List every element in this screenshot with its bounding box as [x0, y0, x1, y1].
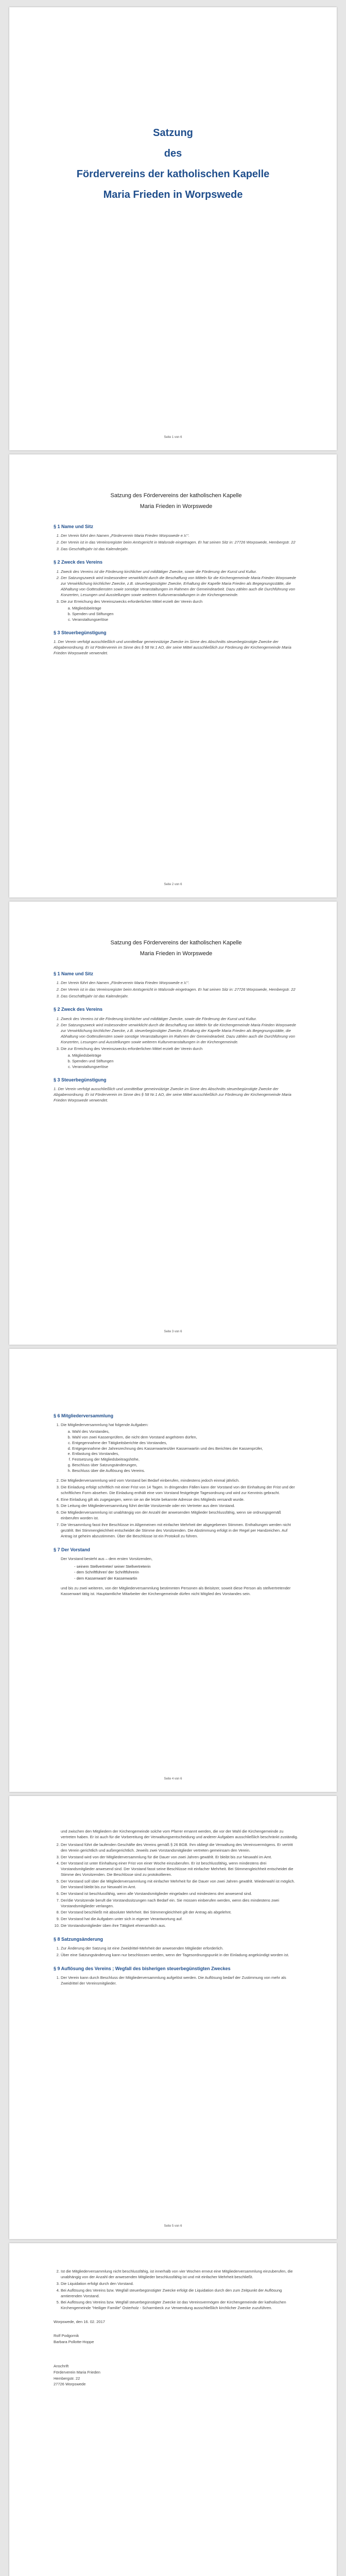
signature-block — [54, 2319, 299, 2345]
section-9-title: § 9 Auflösung des Vereins ; Wegfall des bisherigen steuerbegünstigten Zweckes — [54, 1965, 231, 1971]
list-item: 1. Der Verein führt den Namen „Förderverein Maria Frieden Worpswede e.V.“. — [61, 533, 299, 539]
sublist-item: h. Beschluss über die Auflösung des Vereins. — [72, 1468, 299, 1474]
list-item-text: dem Schriftführer/ der Schriftführerin — [76, 1570, 139, 1575]
place-date: Worpswede, den 16. 02. 2017 — [54, 2319, 105, 2325]
page-header — [54, 938, 299, 959]
list-item: 5. Bei Auflösung des Vereins bzw. Wegfall steuerbegünstigter Zwecke ist das Vereinsvermögen der Kirchengemeinde der katholischen Kirchengemeinde "Heiliger Familie" Osterholz - Scharmbeck zur Verwendung ausschließlich kirchlicher Zwecke zuzuführen. — [61, 2300, 299, 2311]
sublist-item: b. Spenden und Stiftungen — [72, 1059, 299, 1064]
sublist-item: f. Festsetzung der Mitgliedsbeitragshöhe, — [72, 1457, 299, 1463]
section-7-title: § 7 Der Vorstand — [54, 1547, 90, 1552]
list-item-text: Die zur Erreichung des Vereinszwecks erforderlichen Mittel erzielt der Verein durch — [61, 1046, 203, 1051]
board-composition: Der Vorstand besteht aus – dem ersten Vorsitzenden, — [61, 1556, 153, 1561]
continued-text: und zwischen den Mitgliedern der Kirchengemeinde solche vom Pfarrer ernannt werden, die vor der Wahl die Kirchengemeinde zu vertreten haben. Er ist auch für die Vorbereitung der Verwaltungsentscheidung und anderer Aufgaben ausschließlich beschränkt zuständig. — [61, 1829, 298, 1839]
page-footer: Seite 4 von 6 — [164, 1777, 182, 1781]
list-item: 2. Der Verein ist in das Vereinsregister beim Amtsgericht in Walsrode eingetragen. Er hat seinen Sitz in: 27726 Worpswede, Hembergstr. 22 — [61, 540, 299, 546]
sublist-item: b. Wahl von zwei Kassenprüfern, die nicht dem Vorstand angehören dürfen, — [72, 1435, 299, 1440]
page-content — [54, 938, 299, 1106]
page-3 — [9, 902, 337, 1345]
cover-line-1: Satzung — [153, 127, 193, 139]
cover-line-2: des — [164, 148, 182, 159]
board-additional: und bis zu zwei weiteren, von der Mitgliederversammlung bestimmten Personen als Beisitzer, soweit diese Person als stellvertretender Kassenwart tätig ist. Hauptamtliche Mitarbeiter der Kirchengemeinde dürfen nicht Mitglied des Vorstandes sein. — [61, 1586, 291, 1597]
page-2 — [9, 454, 337, 897]
page-header — [54, 490, 299, 512]
address-line-1: Förderverein Maria Frieden — [54, 2369, 100, 2375]
page-footer: Seite 5 von 6 — [164, 2225, 182, 2228]
address-label: Anschrift — [54, 2363, 69, 2368]
list-item-text: dem Kassenwart/ der Kassenwartin — [76, 1576, 137, 1581]
page-footer: Seite 3 von 6 — [164, 1330, 182, 1333]
page-content — [54, 1828, 299, 1988]
list-item: 10. Die Vorstandsmitglieder üben ihre Tätigkeit ehrenamtlich aus. — [61, 1923, 299, 1929]
section-3-title: § 3 Steuerbegünstigung — [54, 1077, 107, 1083]
section-2-title: § 2 Zweck des Vereins — [54, 1007, 103, 1012]
page-content — [54, 490, 299, 658]
list-item: 2. Der Verein ist in das Vereinsregister beim Amtsgericht in Walsrode eingetragen. Er hat seinen Sitz in: 27726 Worpswede, Hembergstr. 22 — [61, 987, 299, 993]
section-2-list — [54, 1016, 299, 1045]
page-content — [54, 2269, 299, 2388]
section-2-list — [54, 569, 299, 598]
section-2-list-cont — [54, 1046, 299, 1070]
section-1-title: § 1 Name und Sitz — [54, 971, 94, 976]
section-7-list — [54, 1842, 299, 1929]
funding-sublist — [61, 606, 299, 623]
address-line-2: Hembergstr. 22 — [54, 2376, 80, 2381]
list-item: 4. Eine Einladung gilt als zugegangen, wenn sie an die letzte bekannte Adresse des Mitglieds versandt wurde. — [61, 1497, 299, 1503]
list-item: 7. Die Versammlung fasst ihre Beschlüsse im Allgemeinen mit einfacher Mehrheit der abgegebenen Stimmen. Enthaltungen werden nicht gezählt. Bei Stimmengleichheit entscheidet die Stimme des Vorsitzenden. Die Abstimmung erfolgt in der Regel per Handzeichen. Auf Antrag ist geheim abzustimmen. Über die Beschlüsse ist ein Protokoll zu führen. — [61, 1522, 299, 1539]
sublist-item: d. Entgegennahme der Jahresrechnung des Kassenwartes/der Kassenwartin und des Berichtes der Kassenprüfer, — [72, 1446, 299, 1452]
board-roles-list — [74, 1564, 299, 1582]
section-2-list-cont — [54, 599, 299, 623]
list-item: 4. Bei Auflösung des Vereins bzw. Wegfall steuerbegünstigter Zwecke erfolgt die Liquidation durch den zum Zeitpunkt der Auflösung amtierenden Vorstand. — [61, 2288, 299, 2299]
cover-line-4: Maria Frieden in Worpswede — [103, 189, 243, 200]
list-item: - seinem Stellvertreter/ seiner Stellvertreterin — [74, 1564, 151, 1569]
signer-2: Barbara Pollotte-Hoppe — [54, 2339, 94, 2344]
section-6-list — [54, 1422, 299, 1539]
list-item: 3. Die Liquidation erfolgt durch den Vorstand. — [61, 2281, 299, 2287]
tasks-sublist — [61, 1429, 299, 1474]
sublist-item: c. Veranstaltungserlöse — [72, 1064, 299, 1070]
section-1-list — [54, 533, 299, 552]
page-footer: Seite 1 von 6 — [164, 436, 182, 439]
sublist-item: a. Mitgliedsbeiträge — [72, 606, 299, 612]
header-line-2: Maria Frieden in Worpswede — [140, 503, 213, 510]
page-6 — [9, 2243, 337, 2576]
page-content — [54, 1405, 299, 1599]
list-item: - dem Kassenwart/ der Kassenwartin — [74, 1576, 137, 1581]
sublist-item: c. Veranstaltungserlöse — [72, 617, 299, 623]
sublist-item: g. Beschluss über Satzungsänderungen, — [72, 1463, 299, 1468]
header-line-1: Satzung des Fördervereins der katholischen Kapelle — [110, 493, 242, 499]
address-block — [54, 2364, 299, 2388]
list-item: 2. Über eine Satzungsänderung kann nur beschlossen werden, wenn der Tagesordnungspunkt in der Einladung angekündigt worden ist. — [61, 1953, 299, 1958]
section-9-list-cont — [54, 2269, 299, 2311]
section-3-text: 1. Der Verein verfolgt ausschließlich und unmittelbar gemeinnützige Zwecke im Sinne des Abschnitts steuerbegünstigte Zwecke der Abgabenordnung. Er ist Förderverein im Sinne des § 58 Nr.1 AO, der seine Mittel ausschließlich zur Förderung der Kirchengemeinde Maria Frieden Worpswede verwendet. — [54, 639, 291, 656]
list-item: 1. Der Verein führt den Namen „Förderverein Maria Frieden Worpswede e.V.“. — [61, 980, 299, 986]
list-item — [61, 599, 299, 623]
list-item: 5. Die Leitung der Mitgliederversammlung führt der/die Vorsitzende oder ein Vertreter aus dem Vorstand. — [61, 1503, 299, 1509]
list-item: 3. Der Vorstand wird von der Mitgliederversammlung für die Dauer von zwei Jahren gewählt. Er bleibt bis zur Neuwahl im Amt. — [61, 1855, 299, 1860]
sublist-item: c. Entgegennahme der Tätigkeitsberichte des Vorstandes, — [72, 1440, 299, 1446]
list-item: 1. Zweck des Vereins ist die Förderung kirchlicher und mildtätiger Zwecke, sowie die Förderung der Kunst und Kultur. — [61, 569, 299, 575]
list-item-text: seinem Stellvertreter/ seiner Stellvertreterin — [76, 1564, 151, 1569]
page-4 — [9, 1349, 337, 1792]
sublist-item: e. Entlastung des Vorstandes, — [72, 1451, 299, 1457]
list-item: 8. Der Vorstand beschließt mit absoluter Mehrheit. Bei Stimmengleichheit gilt der Antrag als abgelehnt. — [61, 1910, 299, 1916]
list-item: 6. Der Vorstand ist beschlussfähig, wenn alle Vorstandsmitglieder eingeladen und mindestens drei anwesend sind. — [61, 1891, 299, 1897]
list-item: 3. Das Geschäftsjahr ist das Kalenderjahr. — [61, 994, 299, 999]
header-line-2: Maria Frieden in Worpswede — [140, 950, 213, 957]
section-8-list — [54, 1946, 299, 1958]
list-item-text: Die Mitgliederversammlung hat folgende Aufgaben: — [61, 1422, 149, 1428]
address-line-3: 27726 Worpswede — [54, 2382, 86, 2387]
list-item: 9. Der Vorstand hat die Aufgaben unter sich in eigener Verantwortung auf. — [61, 1917, 299, 1922]
section-1-list — [54, 980, 299, 999]
section-3-text: 1. Der Verein verfolgt ausschließlich und unmittelbar gemeinnützige Zwecke im Sinne des Abschnitts steuerbegünstigte Zwecke der Abgabenordnung. Er ist Förderverein im Sinne des § 58 Nr.1 AO, der seine Mittel ausschließlich zur Förderung der Kirchengemeinde Maria Frieden Worpswede verwendet. — [54, 1087, 291, 1103]
list-item: 3. Die Einladung erfolgt schriftlich mit einer Frist von 14 Tagen. In dringenden Fällen kann der Vorstand von der Einhaltung der Frist und der schriftlichen Form absehen. Die Einladung enthält eine vom Vorstand festgelegte Tagesordnung und wird zur Kenntnis gebracht. — [61, 1485, 299, 1496]
section-9-list — [54, 1975, 299, 1987]
sublist-item: a. Wahl des Vorstandes, — [72, 1429, 299, 1435]
list-item: 5. Der Vorstand soll über die Mitgliederversammlung mit einfacher Mehrheit für die Dauer von zwei Jahren gewählt. Wiederwahl ist möglich. Der Vorstand bleibt bis zur Neuwahl im Amt. — [61, 1879, 299, 1890]
sublist-item: a. Mitgliedsbeiträge — [72, 1053, 299, 1059]
section-2-title: § 2 Zweck des Vereins — [54, 560, 103, 565]
list-item: 2. Der Satzungszweck wird insbesondere verwirklicht durch die Beschaffung von Mitteln für die Kirchengemeinde Maria Frieden Worpswede zur Verwirklichung kirchlicher Zwecke, z.B. steuerbegünstigter Zwecke, Erhaltung der Kapelle Maria Frieden als Begegnungsstätte, die Abhaltung von Gottesdiensten sowie sonstige Veranstaltungen im Rahmen der Gemeindearbeit. Dazu zählen auch die Durchführung von Konzerten, Lesungen und Ausstellungen sowie weiteren Kulturveranstaltungen in der Kirchengemeinde. — [61, 575, 299, 598]
list-item: 6. Die Mitgliederversammlung ist unabhängig von der Anzahl der anwesenden Mitglieder beschlussfähig, wenn sie ordnungsgemäß einberufen worden ist. — [61, 1510, 299, 1521]
list-item: 2. Ist die Mitgliederversammlung nicht beschlussfähig, ist innerhalb von vier Wochen erneut eine Mitgliederversammlung einzuberufen, die unabhängig von der Anzahl der anwesenden Mitglieder beschlussfähig ist und mit einfacher Mehrheit beschließt. — [61, 2269, 299, 2280]
list-item: - dem Schriftführer/ der Schriftführerin — [74, 1570, 139, 1575]
section-3-title: § 3 Steuerbegünstigung — [54, 630, 107, 636]
header-line-1: Satzung des Fördervereins der katholischen Kapelle — [110, 940, 242, 946]
list-item: 2. Der Satzungszweck wird insbesondere verwirklicht durch die Beschaffung von Mitteln für die Kirchengemeinde Maria Frieden Worpswede zur Verwirklichung kirchlicher Zwecke, z.B. steuerbegünstigter Zwecke, Erhaltung der Kapelle Maria Frieden als Begegnungsstätte, die Abhaltung von Gottesdiensten sowie sonstige Veranstaltungen im Rahmen der Gemeindearbeit. Dazu zählen auch die Durchführung von Konzerten, Lesungen und Ausstellungen sowie weiteren Kulturveranstaltungen in der Kirchengemeinde. — [61, 1023, 299, 1045]
section-1-title: § 1 Name und Sitz — [54, 523, 94, 529]
list-item — [61, 1046, 299, 1070]
sublist-item: b. Spenden und Stiftungen — [72, 612, 299, 617]
list-item: 1. Zweck des Vereins ist die Förderung kirchlicher und mildtätiger Zwecke, sowie die Förderung der Kunst und Kultur. — [61, 1016, 299, 1022]
page-5 — [9, 1796, 337, 2239]
cover-line-3: Fördervereins der katholischen Kapelle — [76, 168, 270, 180]
page-1 — [9, 7, 337, 450]
list-item: 2. Die Mitgliederversammlung wird vom Vorstand bei Bedarf einberufen, mindestens jedoch einmal jährlich. — [61, 1478, 299, 1484]
section-8-title: § 8 Satzungsänderung — [54, 1937, 103, 1942]
cover-title — [9, 123, 337, 205]
list-item — [61, 1422, 299, 1474]
list-item: 7. Der/die Vorsitzende beruft die Vorstandssitzungen nach Bedarf ein. Sie müssen einberufen werden, wenn dies mindestens zwei Vorstandsmitglieder verlangen. — [61, 1898, 299, 1909]
list-item: 4. Der Vorstand ist unter Einhaltung einer Frist von einer Woche einzuberufen. Er ist beschlussfähig, wenn mindestens drei Vorstandsmitglieder anwesend sind. Der Vorstand fasst seine Beschlüsse mit einfacher Mehrheit. Bei Stimmengleichheit entscheidet die Stimme des Vorsitzenden. Die Beschlüsse sind zu protokollieren. — [61, 1861, 299, 1878]
list-item: 1. Zur Änderung der Satzung ist eine Zweidrittel-Mehrheit der anwesenden Mitglieder erforderlich. — [61, 1946, 299, 1952]
list-item: 3. Das Geschäftsjahr ist das Kalenderjahr. — [61, 547, 299, 552]
section-6-title: § 6 Mitgliederversammlung — [54, 1413, 114, 1418]
signer-1: Rolf Podgornik — [54, 2333, 79, 2338]
list-item: 2. Der Vorstand führt die laufenden Geschäfte des Vereins gemäß § 26 BGB. Ihm obliegt die Verwaltung des Vereinsvermögens. Er vertritt den Verein gerichtlich und außergerichtlich. Jeweils zwei Vorstandsmitglieder vertreten gemeinsam den Verein. — [61, 1842, 299, 1854]
list-item-text: Die zur Erreichung des Vereinszwecks erforderlichen Mittel erzielt der Verein durch — [61, 599, 203, 604]
page-footer: Seite 2 von 6 — [164, 883, 182, 886]
funding-sublist — [61, 1053, 299, 1070]
list-item: 1. Der Verein kann durch Beschluss der Mitgliederversammlung aufgelöst werden. Die Auflösung bedarf der Zustimmung von mehr als Zweidrittel der Vereinsmitglieder. — [61, 1975, 299, 1987]
